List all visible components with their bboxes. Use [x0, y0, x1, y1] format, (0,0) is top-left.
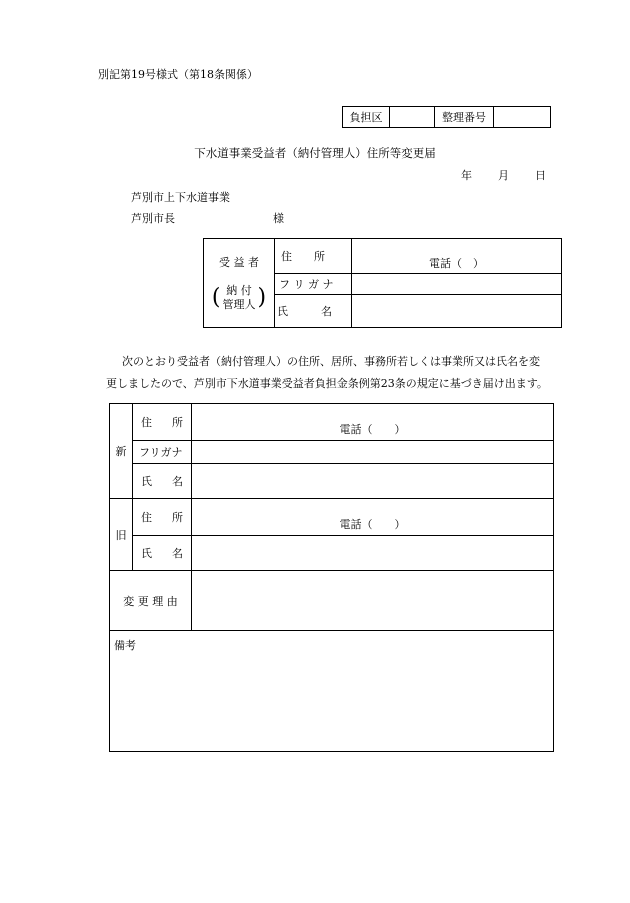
date-day-label: 日 [535, 169, 546, 182]
change-table [109, 403, 554, 752]
remarks-cell[interactable] [110, 631, 554, 752]
applicant-address-field[interactable] [352, 239, 562, 274]
body-text-line1: 次のとおり受益者（納付管理人）の住所、居所、事務所若しくは事業所又は氏名を変 [122, 355, 540, 368]
addressee-mayor: 芦別市長 [131, 212, 175, 225]
applicant-role-sub2: 管理人 [222, 298, 256, 311]
burden-area-label: 負担区 [343, 107, 390, 128]
new-address-field[interactable] [192, 404, 554, 441]
ref-number-field[interactable] [494, 107, 551, 128]
ref-number-label: 整理番号 [435, 107, 494, 128]
applicant-role-sub1: 納 付 [226, 284, 252, 297]
addressee-org: 芦別市上下水道事業 [131, 191, 230, 204]
office-use-box [342, 106, 551, 128]
burden-area-field[interactable] [390, 107, 435, 128]
old-address-field[interactable] [192, 499, 554, 536]
old-name-label: 氏 名 [141, 547, 183, 560]
form-number: 別記第19号様式（第18条関係） [98, 68, 258, 81]
applicant-table [203, 238, 562, 328]
old-label: 旧 [110, 499, 133, 571]
applicant-name-field[interactable] [352, 295, 562, 328]
new-label: 新 [110, 404, 133, 499]
new-address-label: 住 所 [141, 416, 183, 429]
date-year-label: 年 [461, 169, 472, 182]
applicant-address-label: 住 所 [275, 239, 352, 274]
applicant-furigana-field[interactable] [352, 274, 562, 295]
remarks-label: 備考 [114, 639, 136, 652]
new-furigana-label: フリガナ [133, 441, 192, 464]
old-address-label: 住 所 [141, 511, 183, 524]
applicant-role-cell: 受 益 者 ( 納 付 管理人 ) [204, 239, 275, 328]
reason-field[interactable] [192, 571, 554, 631]
body-text-line2: 更しましたので、芦別市下水道事業受益者負担金条例第23条の規定に基づき届け出ます。 [106, 377, 548, 390]
applicant-name-label: 氏 名 [275, 295, 352, 328]
date-line [461, 167, 546, 183]
addressee-honorific: 様 [273, 212, 284, 225]
date-month-label: 月 [498, 169, 509, 182]
applicant-phone-label: 電話（ ） [429, 257, 484, 270]
old-phone-label: 電話（ ） [339, 518, 406, 531]
new-furigana-field[interactable] [192, 441, 554, 464]
page-title: 下水道事業受益者（納付管理人）住所等変更届 [194, 146, 436, 160]
new-name-label: 氏 名 [141, 475, 183, 488]
reason-label: 変 更 理 由 [110, 571, 192, 631]
body-text [106, 351, 560, 395]
applicant-furigana-label: フ リ ガ ナ [275, 274, 352, 295]
applicant-role-label: 受 益 者 [219, 256, 259, 269]
new-phone-label: 電話（ ） [339, 423, 406, 436]
new-name-field[interactable] [192, 464, 554, 499]
old-name-field[interactable] [192, 536, 554, 571]
